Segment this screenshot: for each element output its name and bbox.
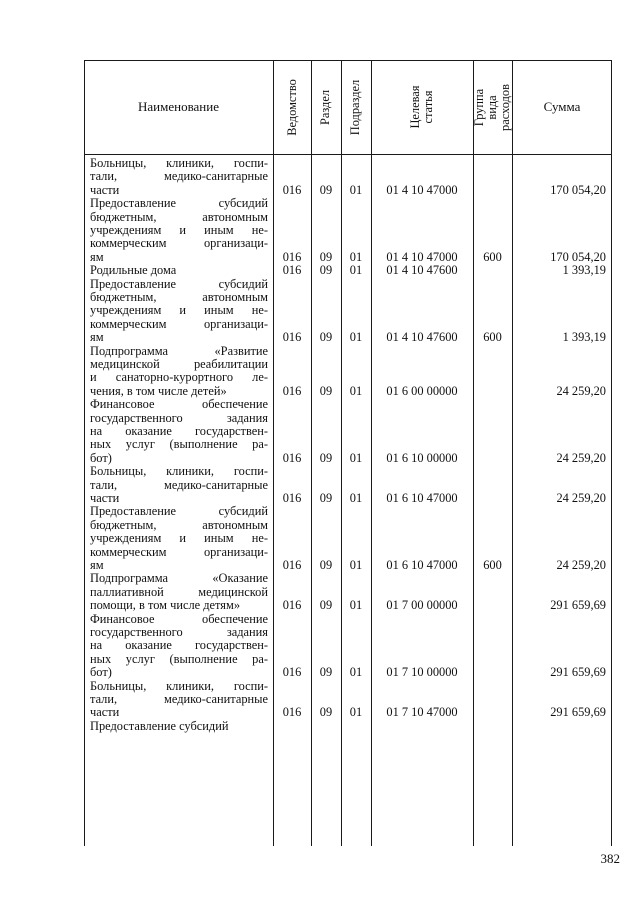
ministry-cell: 016 bbox=[282, 491, 302, 505]
target-cell: 01 7 10 47000 bbox=[386, 705, 458, 720]
row-name-line: чения, в том числе детей» bbox=[90, 383, 227, 398]
row-name-line: коммерческим организаци- bbox=[90, 236, 268, 251]
header-group-text: Группа вида расходов bbox=[472, 83, 512, 131]
row-name-line: Родильные дома bbox=[90, 263, 177, 278]
row-name-line: Подпрограмма «Развитие bbox=[90, 343, 268, 358]
group-cell: 600 bbox=[483, 558, 502, 572]
header-sum bbox=[512, 60, 612, 154]
sum-cell: 24 259,20 bbox=[556, 558, 606, 572]
row-name-line: учреждениям и иным не- bbox=[90, 531, 268, 546]
target-cell: 01 7 00 00000 bbox=[386, 598, 458, 613]
row-name-line: бюджетным, автономным bbox=[90, 209, 268, 224]
header-sum-text: Сумма bbox=[543, 99, 581, 114]
row-name-line: Подпрограмма «Оказание bbox=[90, 571, 268, 586]
target-cell: 01 4 10 47000 bbox=[386, 249, 458, 264]
header-name-text: Наименование bbox=[138, 99, 219, 114]
row-name-line: государственного задания bbox=[90, 410, 268, 425]
header-target bbox=[371, 60, 473, 154]
row-name-line: Больницы, клиники, госпи- bbox=[90, 156, 268, 170]
row-name-line: ям bbox=[90, 249, 104, 264]
section-cell: 09 bbox=[319, 705, 333, 720]
section-cell: 09 bbox=[319, 598, 333, 613]
sum-cell: 291 659,69 bbox=[550, 598, 606, 613]
ministry-cell: 016 bbox=[282, 705, 302, 720]
row-name-line: ям bbox=[90, 558, 104, 572]
target-cell: 01 6 10 47000 bbox=[386, 558, 458, 572]
header-name bbox=[84, 60, 273, 154]
sum-cell: 24 259,20 bbox=[556, 450, 606, 465]
section-cell: 09 bbox=[319, 558, 333, 572]
row-name-line: Предоставление субсидий bbox=[90, 276, 268, 291]
page-number: 382 bbox=[600, 851, 620, 866]
subsection-cell: 01 bbox=[349, 665, 363, 680]
header-section-text: Раздел bbox=[318, 89, 333, 125]
row-name-line: помощи, в том числе детям» bbox=[90, 598, 241, 613]
ministry-cell: 016 bbox=[282, 383, 302, 398]
row-name-line: коммерческим организаци- bbox=[90, 544, 268, 559]
header-subsection-text: Подраздел bbox=[348, 79, 363, 135]
row-name-line: тали, медико-санитарные bbox=[90, 477, 268, 492]
subsection-cell: 01 bbox=[349, 182, 363, 197]
header-section bbox=[311, 60, 341, 154]
section-cell: 09 bbox=[319, 450, 333, 465]
ministry-cell: 016 bbox=[282, 598, 302, 613]
row-name-line: медицинской реабилитации bbox=[90, 357, 268, 371]
section-cell: 09 bbox=[319, 249, 333, 264]
ministry-cell: 016 bbox=[282, 249, 302, 264]
sum-cell: 170 054,20 bbox=[550, 249, 606, 264]
subsection-cell: 01 bbox=[349, 491, 363, 505]
row-name-line: ям bbox=[90, 330, 104, 345]
row-name-line: Больницы, клиники, госпи- bbox=[90, 464, 268, 479]
target-cell: 01 4 10 47600 bbox=[386, 330, 458, 345]
row-name-line: Предоставление субсидий bbox=[90, 196, 268, 211]
row-name-line: части bbox=[90, 705, 120, 720]
subsection-cell: 01 bbox=[349, 598, 363, 613]
subsection-cell: 01 bbox=[349, 383, 363, 398]
row-name-line: ных услуг (выполнение ра- bbox=[90, 437, 268, 452]
group-cell: 600 bbox=[483, 330, 502, 345]
ministry-cell: 016 bbox=[282, 182, 302, 197]
header-group bbox=[473, 60, 512, 154]
row-name-line: Предоставление субсидий bbox=[90, 504, 268, 519]
subsection-cell: 01 bbox=[349, 330, 363, 345]
header-ministry-text: Ведомство bbox=[284, 78, 299, 136]
target-cell: 01 4 10 47600 bbox=[386, 263, 458, 278]
row-name-line: Больницы, клиники, госпи- bbox=[90, 678, 268, 693]
target-cell: 01 7 10 00000 bbox=[386, 665, 458, 680]
sum-cell: 291 659,69 bbox=[550, 705, 606, 720]
row-name-line: на оказание государствен- bbox=[90, 638, 268, 653]
header-subsection bbox=[341, 60, 371, 154]
target-cell: 01 6 00 00000 bbox=[386, 383, 458, 398]
header-ministry bbox=[273, 60, 311, 154]
sum-cell: 24 259,20 bbox=[556, 491, 606, 505]
row-name-line: и санаторно-курортного ле- bbox=[90, 370, 268, 385]
row-name-line: паллиативной медицинской bbox=[90, 584, 268, 599]
sum-cell: 291 659,69 bbox=[550, 665, 606, 680]
sum-cell: 24 259,20 bbox=[556, 383, 606, 398]
target-cell: 01 6 10 00000 bbox=[386, 450, 458, 465]
row-name-line: ных услуг (выполнение ра- bbox=[90, 651, 268, 666]
subsection-cell: 01 bbox=[349, 249, 363, 264]
row-name-line: учреждениям и иным не- bbox=[90, 303, 268, 318]
target-cell: 01 4 10 47000 bbox=[386, 182, 458, 197]
section-cell: 09 bbox=[319, 182, 333, 197]
subsection-cell: 01 bbox=[349, 450, 363, 465]
ministry-cell: 016 bbox=[282, 665, 302, 680]
row-name-line: бюджетным, автономным bbox=[90, 517, 268, 532]
row-name-line: государственного задания bbox=[90, 625, 268, 639]
section-cell: 09 bbox=[319, 263, 333, 278]
row-name-line: Финансовое обеспечение bbox=[90, 611, 268, 626]
row-name-line: бот) bbox=[90, 450, 112, 465]
row-name-line: части bbox=[90, 182, 120, 197]
row-name-line: Финансовое обеспечение bbox=[90, 397, 268, 412]
row-name-line: части bbox=[90, 491, 120, 505]
row-name-line: бюджетным, автономным bbox=[90, 290, 268, 304]
row-name-line: бот) bbox=[90, 665, 112, 680]
group-cell: 600 bbox=[483, 249, 502, 264]
row-name-line: Предоставление субсидий bbox=[90, 718, 229, 733]
row-name-line: учреждениям и иным не- bbox=[90, 223, 268, 237]
ministry-cell: 016 bbox=[282, 558, 302, 572]
sum-cell: 1 393,19 bbox=[562, 330, 606, 345]
ministry-cell: 016 bbox=[282, 450, 302, 465]
subsection-cell: 01 bbox=[349, 263, 363, 278]
section-cell: 09 bbox=[319, 330, 333, 345]
section-cell: 09 bbox=[319, 665, 333, 680]
subsection-cell: 01 bbox=[349, 705, 363, 720]
row-name-line: тали, медико-санитарные bbox=[90, 692, 268, 706]
section-cell: 09 bbox=[319, 383, 333, 398]
row-name-line: коммерческим организаци- bbox=[90, 316, 268, 331]
ministry-cell: 016 bbox=[282, 263, 302, 278]
sum-cell: 1 393,19 bbox=[562, 263, 606, 278]
row-name-line: тали, медико-санитарные bbox=[90, 169, 268, 184]
header-target-text: Целевая статья bbox=[408, 85, 435, 129]
section-cell: 09 bbox=[319, 491, 333, 505]
subsection-cell: 01 bbox=[349, 558, 363, 572]
budget-table bbox=[84, 60, 612, 846]
target-cell: 01 6 10 47000 bbox=[386, 491, 458, 505]
row-name-line: на оказание государствен- bbox=[90, 424, 268, 438]
sum-cell: 170 054,20 bbox=[550, 182, 606, 197]
ministry-cell: 016 bbox=[282, 330, 302, 345]
